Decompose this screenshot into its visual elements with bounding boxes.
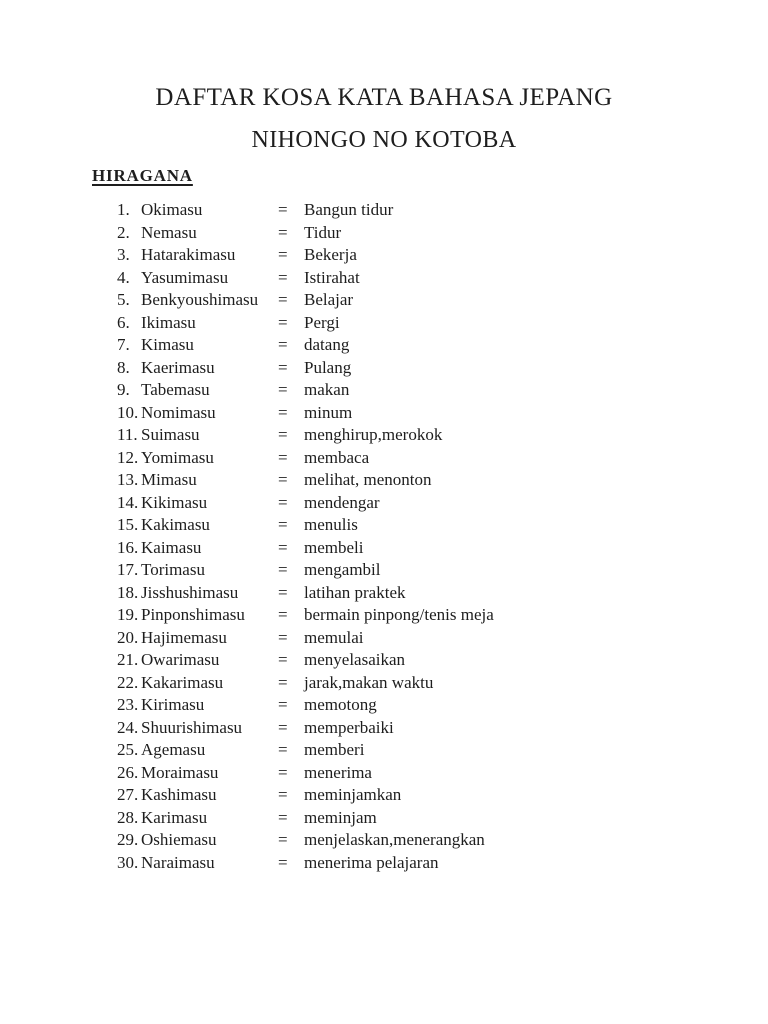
equals-sign: = (278, 672, 288, 692)
item-meaning: meminjam (304, 807, 377, 827)
item-word: Kaerimasu (141, 357, 215, 377)
vocab-list-item (117, 718, 677, 741)
item-word: Torimasu (141, 560, 205, 579)
item-meaning: jarak,makan waktu (304, 672, 434, 692)
vocab-list-item (117, 830, 677, 853)
item-meaning: Pulang (304, 357, 352, 377)
vocab-list-item (117, 245, 677, 268)
equals-sign: = (278, 537, 288, 557)
item-meaning: Tidur (304, 222, 342, 242)
equals-sign: = (278, 717, 288, 737)
vocab-list-item (117, 695, 677, 718)
equals-sign: = (278, 245, 288, 264)
item-number: 28. (117, 807, 139, 827)
item-word: Tabemasu (141, 380, 210, 399)
item-number: 21. (117, 650, 139, 669)
equals-sign: = (278, 740, 288, 759)
item-word: Benkyoushimasu (141, 290, 259, 309)
item-number: 2. (117, 222, 130, 242)
equals-sign: = (278, 357, 288, 377)
vocab-list-item (117, 290, 677, 313)
item-meaning: mendengar (304, 492, 380, 512)
item-word: Nomimasu (141, 402, 216, 422)
vocab-list-item (117, 223, 677, 246)
vocab-list-item (117, 448, 677, 471)
item-number: 19. (117, 605, 139, 624)
item-word: Jisshushimasu (141, 582, 239, 602)
item-meaning: Bangun tidur (304, 200, 394, 219)
item-number: 29. (117, 830, 139, 849)
item-number: 12. (117, 447, 139, 467)
item-word: Naraimasu (141, 852, 215, 872)
item-meaning: datang (304, 335, 350, 354)
vocab-list-item (117, 763, 677, 786)
item-word: Yasumimasu (141, 267, 229, 287)
equals-sign: = (278, 200, 288, 219)
item-number: 9. (117, 380, 130, 399)
item-meaning: menerima pelajaran (304, 852, 439, 872)
item-number: 30. (117, 852, 139, 872)
item-meaning: Pergi (304, 312, 340, 332)
equals-sign: = (278, 560, 288, 579)
item-word: Oshiemasu (141, 830, 217, 849)
item-meaning: Istirahat (304, 267, 360, 287)
item-word: Kakimasu (141, 515, 210, 534)
equals-sign: = (278, 447, 288, 467)
equals-sign: = (278, 335, 288, 354)
item-meaning: memperbaiki (304, 717, 394, 737)
item-number: 26. (117, 762, 139, 782)
item-meaning: memulai (304, 627, 364, 647)
item-number: 15. (117, 515, 139, 534)
item-meaning: minum (304, 402, 353, 422)
equals-sign: = (278, 425, 288, 444)
equals-sign: = (278, 312, 288, 332)
item-number: 10. (117, 402, 139, 422)
equals-sign: = (278, 267, 288, 287)
item-number: 18. (117, 582, 139, 602)
vocab-list-item (117, 335, 677, 358)
vocab-list-item (117, 650, 677, 673)
item-meaning: memberi (304, 740, 365, 759)
item-meaning: menjelaskan,menerangkan (304, 830, 485, 849)
page-subtitle: NIHONGO NO KOTOBA (251, 127, 517, 153)
item-number: 6. (117, 312, 130, 332)
vocab-list-item (117, 605, 677, 628)
item-word: Owarimasu (141, 650, 220, 669)
item-number: 14. (117, 492, 139, 512)
item-word: Kashimasu (141, 785, 217, 804)
item-number: 13. (117, 470, 139, 489)
item-number: 22. (117, 672, 139, 692)
item-meaning: bermain pinpong/tenis meja (304, 605, 494, 624)
item-number: 8. (117, 357, 130, 377)
item-meaning: mengambil (304, 560, 381, 579)
item-number: 23. (117, 695, 139, 714)
item-word: Hajimemasu (141, 627, 227, 647)
item-word: Hatarakimasu (141, 245, 236, 264)
equals-sign: = (278, 380, 288, 399)
vocab-list-item (117, 403, 677, 426)
equals-sign: = (278, 605, 288, 624)
item-word: Kakarimasu (141, 672, 224, 692)
item-meaning: Bekerja (304, 245, 357, 264)
item-word: Okimasu (141, 200, 203, 219)
item-number: 3. (117, 245, 130, 264)
item-meaning: memotong (304, 695, 377, 714)
vocab-list-item (117, 493, 677, 516)
item-word: Kikimasu (141, 492, 208, 512)
vocab-list-item (117, 470, 677, 493)
equals-sign: = (278, 807, 288, 827)
item-meaning: menyelasaikan (304, 650, 406, 669)
item-number: 24. (117, 717, 139, 737)
vocab-list-item (117, 628, 677, 651)
item-word: Agemasu (141, 740, 206, 759)
equals-sign: = (278, 290, 288, 309)
vocab-list-item (117, 785, 677, 808)
vocab-list-item (117, 853, 677, 876)
equals-sign: = (278, 627, 288, 647)
vocab-list-item (117, 515, 677, 538)
vocab-list-item (117, 740, 677, 763)
item-meaning: Belajar (304, 290, 354, 309)
item-number: 27. (117, 785, 139, 804)
vocab-list-item (117, 560, 677, 583)
vocab-list-item (117, 808, 677, 831)
item-number: 7. (117, 335, 130, 354)
item-word: Kaimasu (141, 537, 202, 557)
item-word: Ikimasu (141, 312, 196, 332)
item-meaning: makan (304, 380, 350, 399)
item-number: 20. (117, 627, 139, 647)
equals-sign: = (278, 785, 288, 804)
item-meaning: latihan praktek (304, 582, 406, 602)
item-number: 1. (117, 200, 130, 219)
equals-sign: = (278, 852, 288, 872)
equals-sign: = (278, 582, 288, 602)
item-meaning: membeli (304, 537, 364, 557)
page-title: DAFTAR KOSA KATA BAHASA JEPANG (155, 84, 613, 111)
equals-sign: = (278, 695, 288, 714)
equals-sign: = (278, 650, 288, 669)
vocab-list (117, 200, 677, 875)
item-word: Shuurishimasu (141, 717, 243, 737)
item-meaning: membaca (304, 447, 370, 467)
item-word: Nemasu (141, 222, 197, 242)
equals-sign: = (278, 470, 288, 489)
vocab-list-item (117, 200, 677, 223)
vocab-list-item (117, 673, 677, 696)
item-word: Mimasu (141, 470, 197, 489)
vocab-list-item (117, 380, 677, 403)
item-meaning: menulis (304, 515, 358, 534)
item-word: Kirimasu (141, 695, 205, 714)
item-number: 4. (117, 267, 130, 287)
item-meaning: menerima (304, 762, 372, 782)
vocab-list-item (117, 358, 677, 381)
equals-sign: = (278, 492, 288, 512)
item-number: 5. (117, 290, 130, 309)
vocab-list-item (117, 538, 677, 561)
item-word: Pinponshimasu (141, 605, 245, 624)
section-heading-hiragana: HIRAGANA (92, 166, 193, 185)
equals-sign: = (278, 830, 288, 849)
item-number: 11. (117, 425, 138, 444)
item-meaning: meminjamkan (304, 785, 402, 804)
item-word: Yomimasu (141, 447, 214, 467)
item-meaning: melihat, menonton (304, 470, 432, 489)
vocab-list-item (117, 268, 677, 291)
vocab-list-item (117, 425, 677, 448)
item-number: 17. (117, 560, 139, 579)
item-number: 25. (117, 740, 139, 759)
equals-sign: = (278, 515, 288, 534)
item-word: Suimasu (141, 425, 200, 444)
equals-sign: = (278, 222, 288, 242)
item-word: Kimasu (141, 335, 194, 354)
vocab-list-item (117, 583, 677, 606)
equals-sign: = (278, 762, 288, 782)
item-meaning: menghirup,merokok (304, 425, 443, 444)
item-word: Moraimasu (141, 762, 219, 782)
equals-sign: = (278, 402, 288, 422)
vocab-list-item (117, 313, 677, 336)
item-number: 16. (117, 537, 139, 557)
item-word: Karimasu (141, 807, 208, 827)
